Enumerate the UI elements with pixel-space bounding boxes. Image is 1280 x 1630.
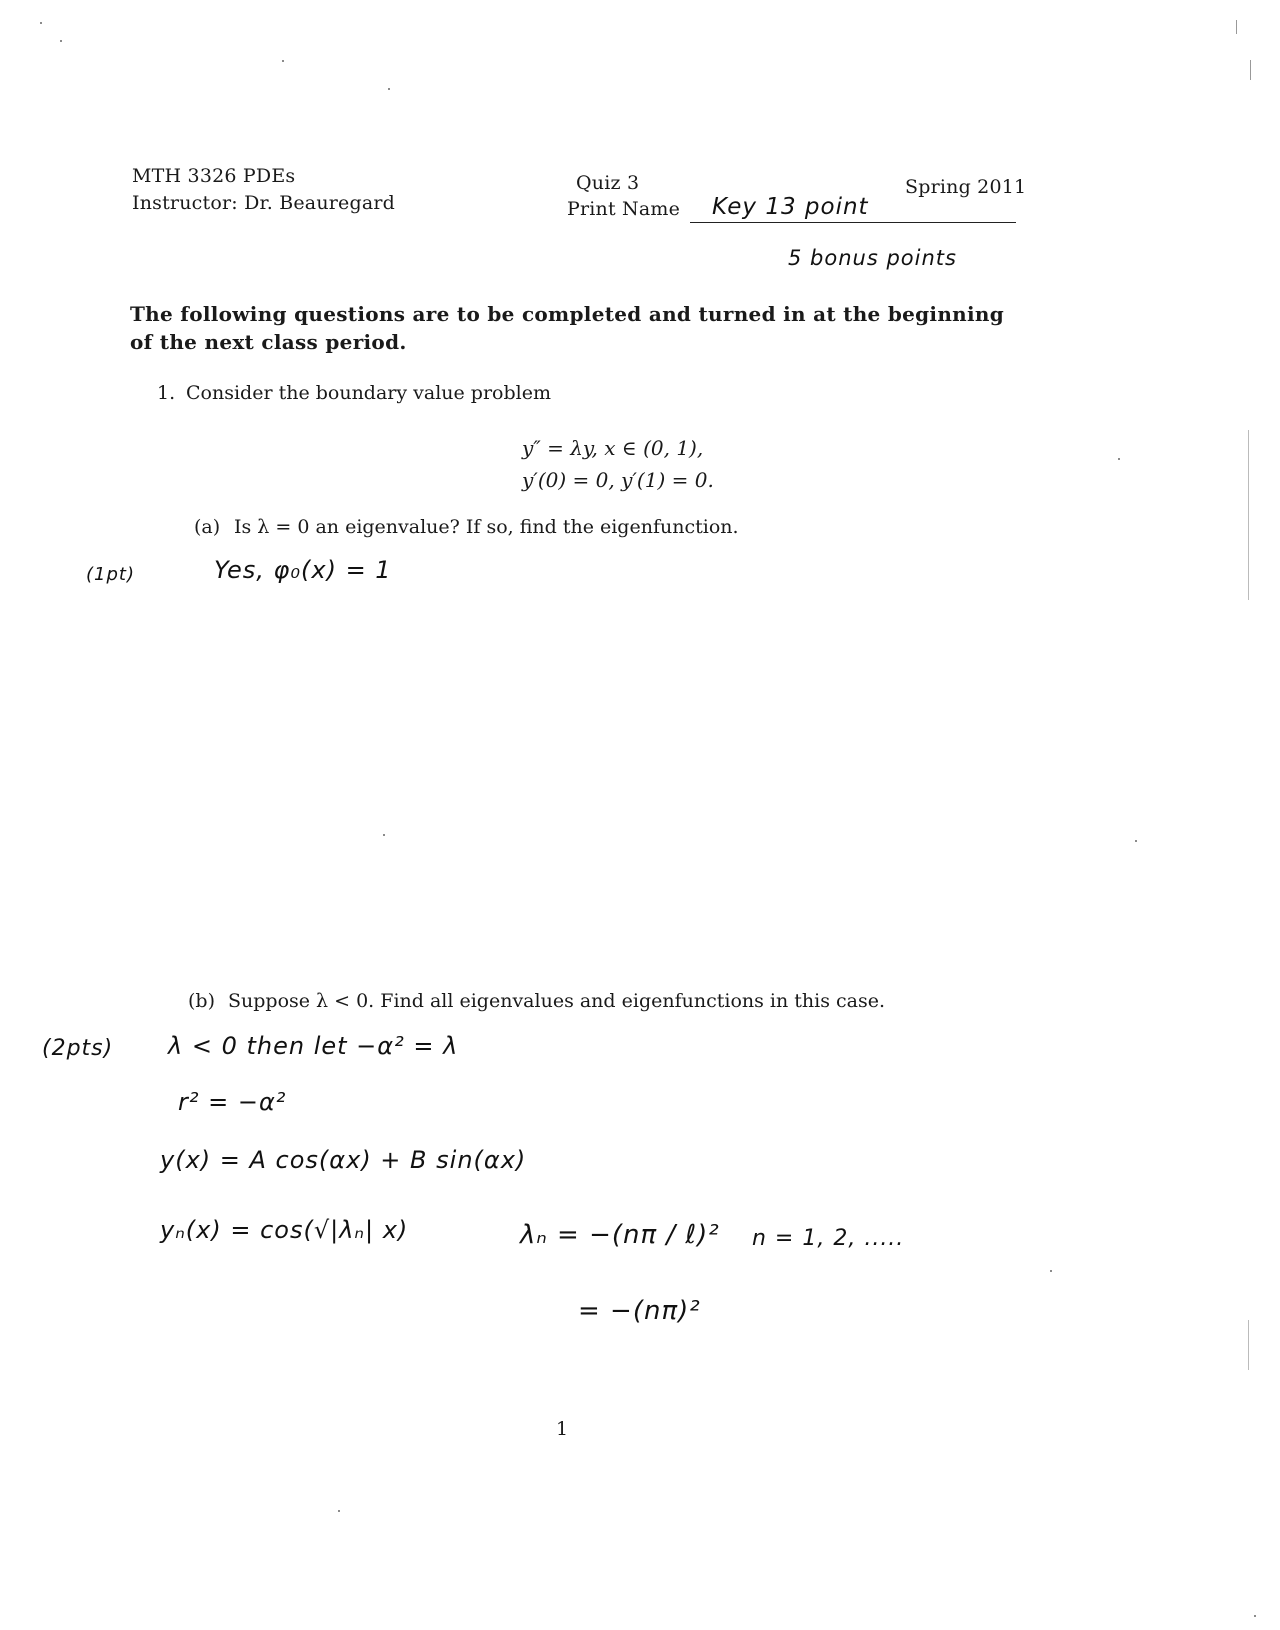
scan-speck [388, 88, 390, 90]
scan-edge-mark [1250, 60, 1251, 80]
part-b-points: (2pts) [42, 1036, 114, 1061]
bonus-points-note: 5 bonus points [788, 246, 957, 270]
part-b-answer-line-4: yₙ(x) = cos(√|λₙ| x) [160, 1216, 409, 1244]
quiz-label: Quiz 3 [576, 172, 640, 194]
part-b-question: Suppose λ < 0. Find all eigenvalues and eigenfunctions in this case. [228, 990, 886, 1012]
page-number: 1 [556, 1418, 569, 1440]
scan-speck [1050, 1270, 1052, 1272]
part-a-question: Is λ = 0 an eigenvalue? If so, find the eigenfunction. [234, 516, 739, 538]
part-b-answer-line-1: λ < 0 then let −α² = λ [168, 1032, 459, 1060]
part-b-answer-line-2: r² = −α² [178, 1088, 287, 1116]
part-a-label: (a) [194, 516, 221, 538]
scan-speck [1254, 1615, 1256, 1617]
scan-speck [383, 834, 385, 836]
part-b-label: (b) [188, 990, 215, 1012]
instructions-line-2: of the next class period. [130, 330, 407, 354]
question-1-number: 1. [157, 382, 176, 404]
scan-edge-mark [1236, 20, 1237, 34]
instructions-line-1: The following questions are to be completed and turned in at the beginning [130, 302, 1005, 326]
scan-speck [1135, 840, 1137, 842]
part-a-points: (1pt) [86, 564, 135, 585]
print-name-value: Key 13 point [712, 194, 869, 220]
term-label: Spring 2011 [905, 176, 1027, 198]
instructor-name: Instructor: Dr. Beauregard [132, 192, 396, 214]
scan-edge-mark [1248, 430, 1249, 600]
equation-ode: y″ = λy, x ∈ (0, 1), [522, 436, 704, 460]
scan-speck [60, 40, 62, 42]
print-name-label: Print Name [567, 198, 681, 220]
scan-speck [338, 1510, 340, 1512]
scan-speck [282, 60, 284, 62]
part-b-answer-line-3: y(x) = A cos(αx) + B sin(αx) [160, 1146, 527, 1174]
course-title: MTH 3326 PDEs [132, 165, 296, 187]
equation-boundary: y′(0) = 0, y′(1) = 0. [522, 468, 714, 492]
scan-speck [40, 22, 42, 24]
part-b-index-range: n = 1, 2, ..... [752, 1226, 905, 1251]
scan-speck [1118, 458, 1120, 460]
question-1-prompt: Consider the boundary value problem [186, 382, 551, 404]
part-a-answer: Yes, φ₀(x) = 1 [214, 556, 392, 584]
print-name-underline [690, 222, 1016, 223]
part-b-eigenvalue: λₙ = −(nπ / ℓ)² [520, 1220, 720, 1250]
part-b-eigenvalue-simplified: = −(nπ)² [578, 1296, 701, 1326]
scan-edge-mark [1248, 1320, 1249, 1370]
